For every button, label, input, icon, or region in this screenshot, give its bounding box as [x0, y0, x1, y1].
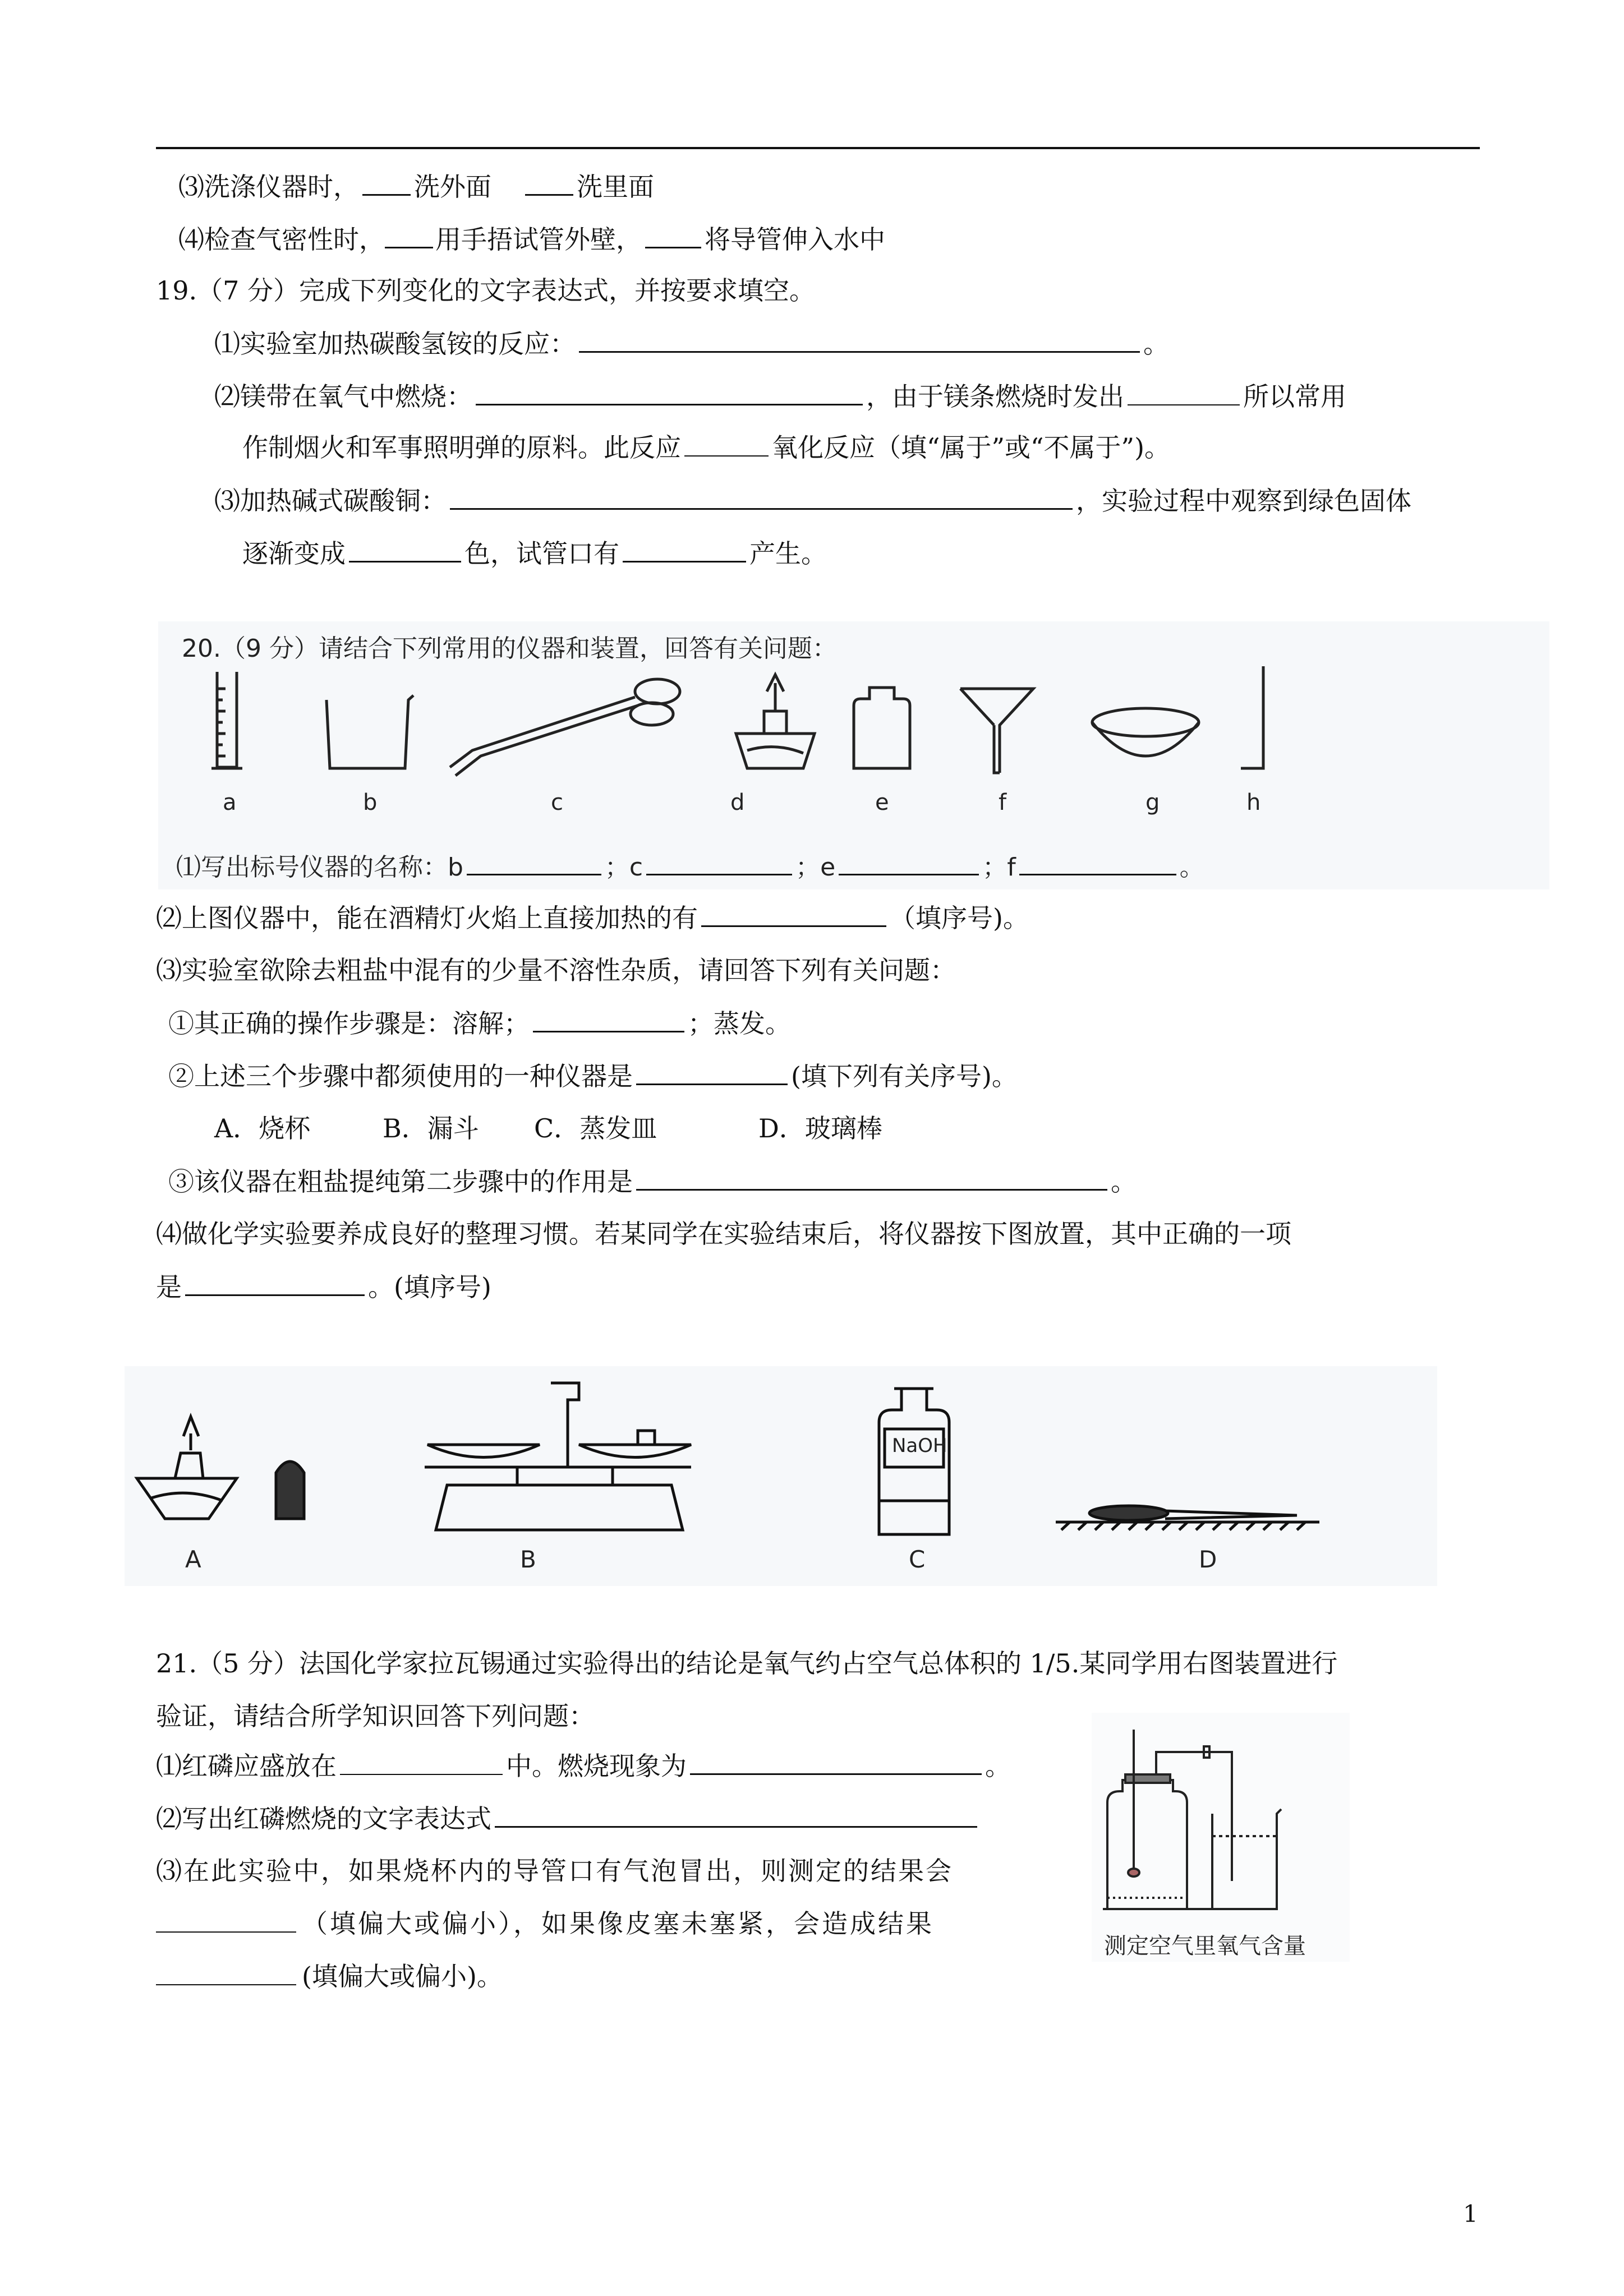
instrument-label-f: f — [999, 790, 1007, 815]
q19-title: 19.（7 分）完成下列变化的文字表达式，并按要求填空。 — [156, 275, 816, 306]
instrument-label-d: d — [730, 790, 745, 815]
q19-part1: ⑴实验室加热碳酸氢铵的反应： 。 — [214, 326, 1169, 361]
test-tube-icon — [1241, 666, 1263, 768]
q20-part3: ⑶实验室欲除去粗盐中混有的少量不溶性杂质，请回答下列有关问题： — [156, 955, 956, 985]
instrument-label-b: b — [363, 790, 378, 815]
apparatus-caption: 测定空气里氧气含量 — [1104, 1933, 1306, 1959]
q19-part2: ⑵镁带在氧气中燃烧： ，由于镁条燃烧时发出 所以常用 — [214, 379, 1346, 413]
instrument-label-h: h — [1246, 790, 1261, 815]
funnel-icon — [960, 689, 1033, 773]
q19-part2-cont: 作制烟火和军事照明弹的原料。此反应 氧化反应（填“属于”或“不属于”)。 — [242, 431, 1170, 464]
q20-part2: ⑵上图仪器中，能在酒精灯火焰上直接加热的有 （填序号)。 — [156, 901, 1029, 935]
reagent-bottle-icon — [854, 688, 910, 768]
q21-apparatus-figure — [1092, 1713, 1350, 1962]
option-b: B．漏斗 — [383, 1113, 479, 1144]
q20-title: 20.（9 分）请结合下列常用的仪器和装置，回答有关问题： — [182, 634, 837, 663]
q20-options — [214, 1112, 882, 1145]
header-rule — [156, 147, 1480, 149]
page-number: 1 — [1463, 2200, 1478, 2228]
graduated-cylinder-icon — [211, 672, 242, 768]
q20-part3-step2: ②上述三个步骤中都须使用的一种仪器是 (填下列有关序号)。 — [168, 1059, 1018, 1093]
q21-part1: ⑴红磷应盛放在 中。燃烧现象为 。 — [156, 1749, 1011, 1783]
q21-part3-cont: （填偏大或偏小），如果像皮塞未塞紧，会造成结果 — [156, 1907, 934, 1940]
naoh-bottle-icon — [879, 1389, 949, 1534]
instrument-label-c: c — [551, 790, 563, 815]
crucible-tongs-icon — [450, 679, 680, 776]
q20-placement-figure — [125, 1366, 1437, 1586]
q21-part3: ⑶在此实验中，如果烧杯内的导管口有气泡冒出，则测定的结果会 — [156, 1856, 953, 1886]
nac-label: NaOH — [892, 1435, 947, 1457]
q21-part2: ⑵写出红磷燃烧的文字表达式 — [156, 1801, 977, 1836]
alcohol-lamp-cap-off-icon — [137, 1417, 304, 1519]
placement-label-a: A — [185, 1546, 201, 1573]
q21-title-cont: 验证，请结合所学知识回答下列问题： — [156, 1701, 595, 1731]
placement-label-c: C — [909, 1546, 926, 1573]
q20-part3-step1: ①其正确的操作步骤是：溶解； ；蒸发。 — [168, 1006, 791, 1040]
q19-part3: ⑶加热碱式碳酸铜： ，实验过程中观察到绿色固体 — [214, 483, 1411, 518]
placement-label-b: B — [520, 1546, 536, 1573]
q18-line4: ⑷检查气密性时， 用手捂试管外壁， 将导管伸入水中 — [178, 222, 885, 256]
balance-icon — [425, 1383, 691, 1530]
option-d: D．玻璃棒 — [758, 1113, 882, 1144]
instrument-label-e: e — [875, 790, 889, 815]
q21-part3-end: (填偏大或偏小)。 — [156, 1960, 503, 1993]
q20-instrument-figure — [158, 621, 1549, 889]
instrument-label-g: g — [1145, 790, 1160, 815]
option-a: A．烧杯 — [214, 1113, 311, 1144]
evaporating-dish-icon — [1092, 708, 1199, 756]
q20-fill-names: ⑴写出标号仪器的名称：b ；c ；e ；f 。 — [176, 847, 1204, 883]
q20-part3-step3: ③该仪器在粗盐提纯第二步骤中的作用是 。 — [168, 1164, 1137, 1198]
q19-part3-cont: 逐渐变成 色，试管口有 产生。 — [242, 536, 827, 570]
q20-part4: ⑷做化学实验要养成良好的整理习惯。若某同学在实验结束后，将仪器按下图放置，其中正确的一项 — [156, 1219, 1291, 1249]
placement-label-d: D — [1199, 1546, 1217, 1573]
dropper-on-bench-icon — [1056, 1506, 1319, 1530]
option-c: C．蒸发皿 — [534, 1113, 657, 1144]
beaker-icon — [326, 695, 413, 768]
q20-part4-cont: 是 。(填序号) — [156, 1270, 491, 1304]
alcohol-lamp-icon — [736, 675, 815, 768]
instrument-label-a: a — [223, 790, 237, 815]
q21-title: 21.（5 分）法国化学家拉瓦锡通过实验得出的结论是氧气约占空气总体积的 1/5.某同学用右图装置进行 — [156, 1648, 1338, 1679]
q18-line3: ⑶洗涤仪器时， 洗外面 洗里面 — [178, 169, 654, 204]
